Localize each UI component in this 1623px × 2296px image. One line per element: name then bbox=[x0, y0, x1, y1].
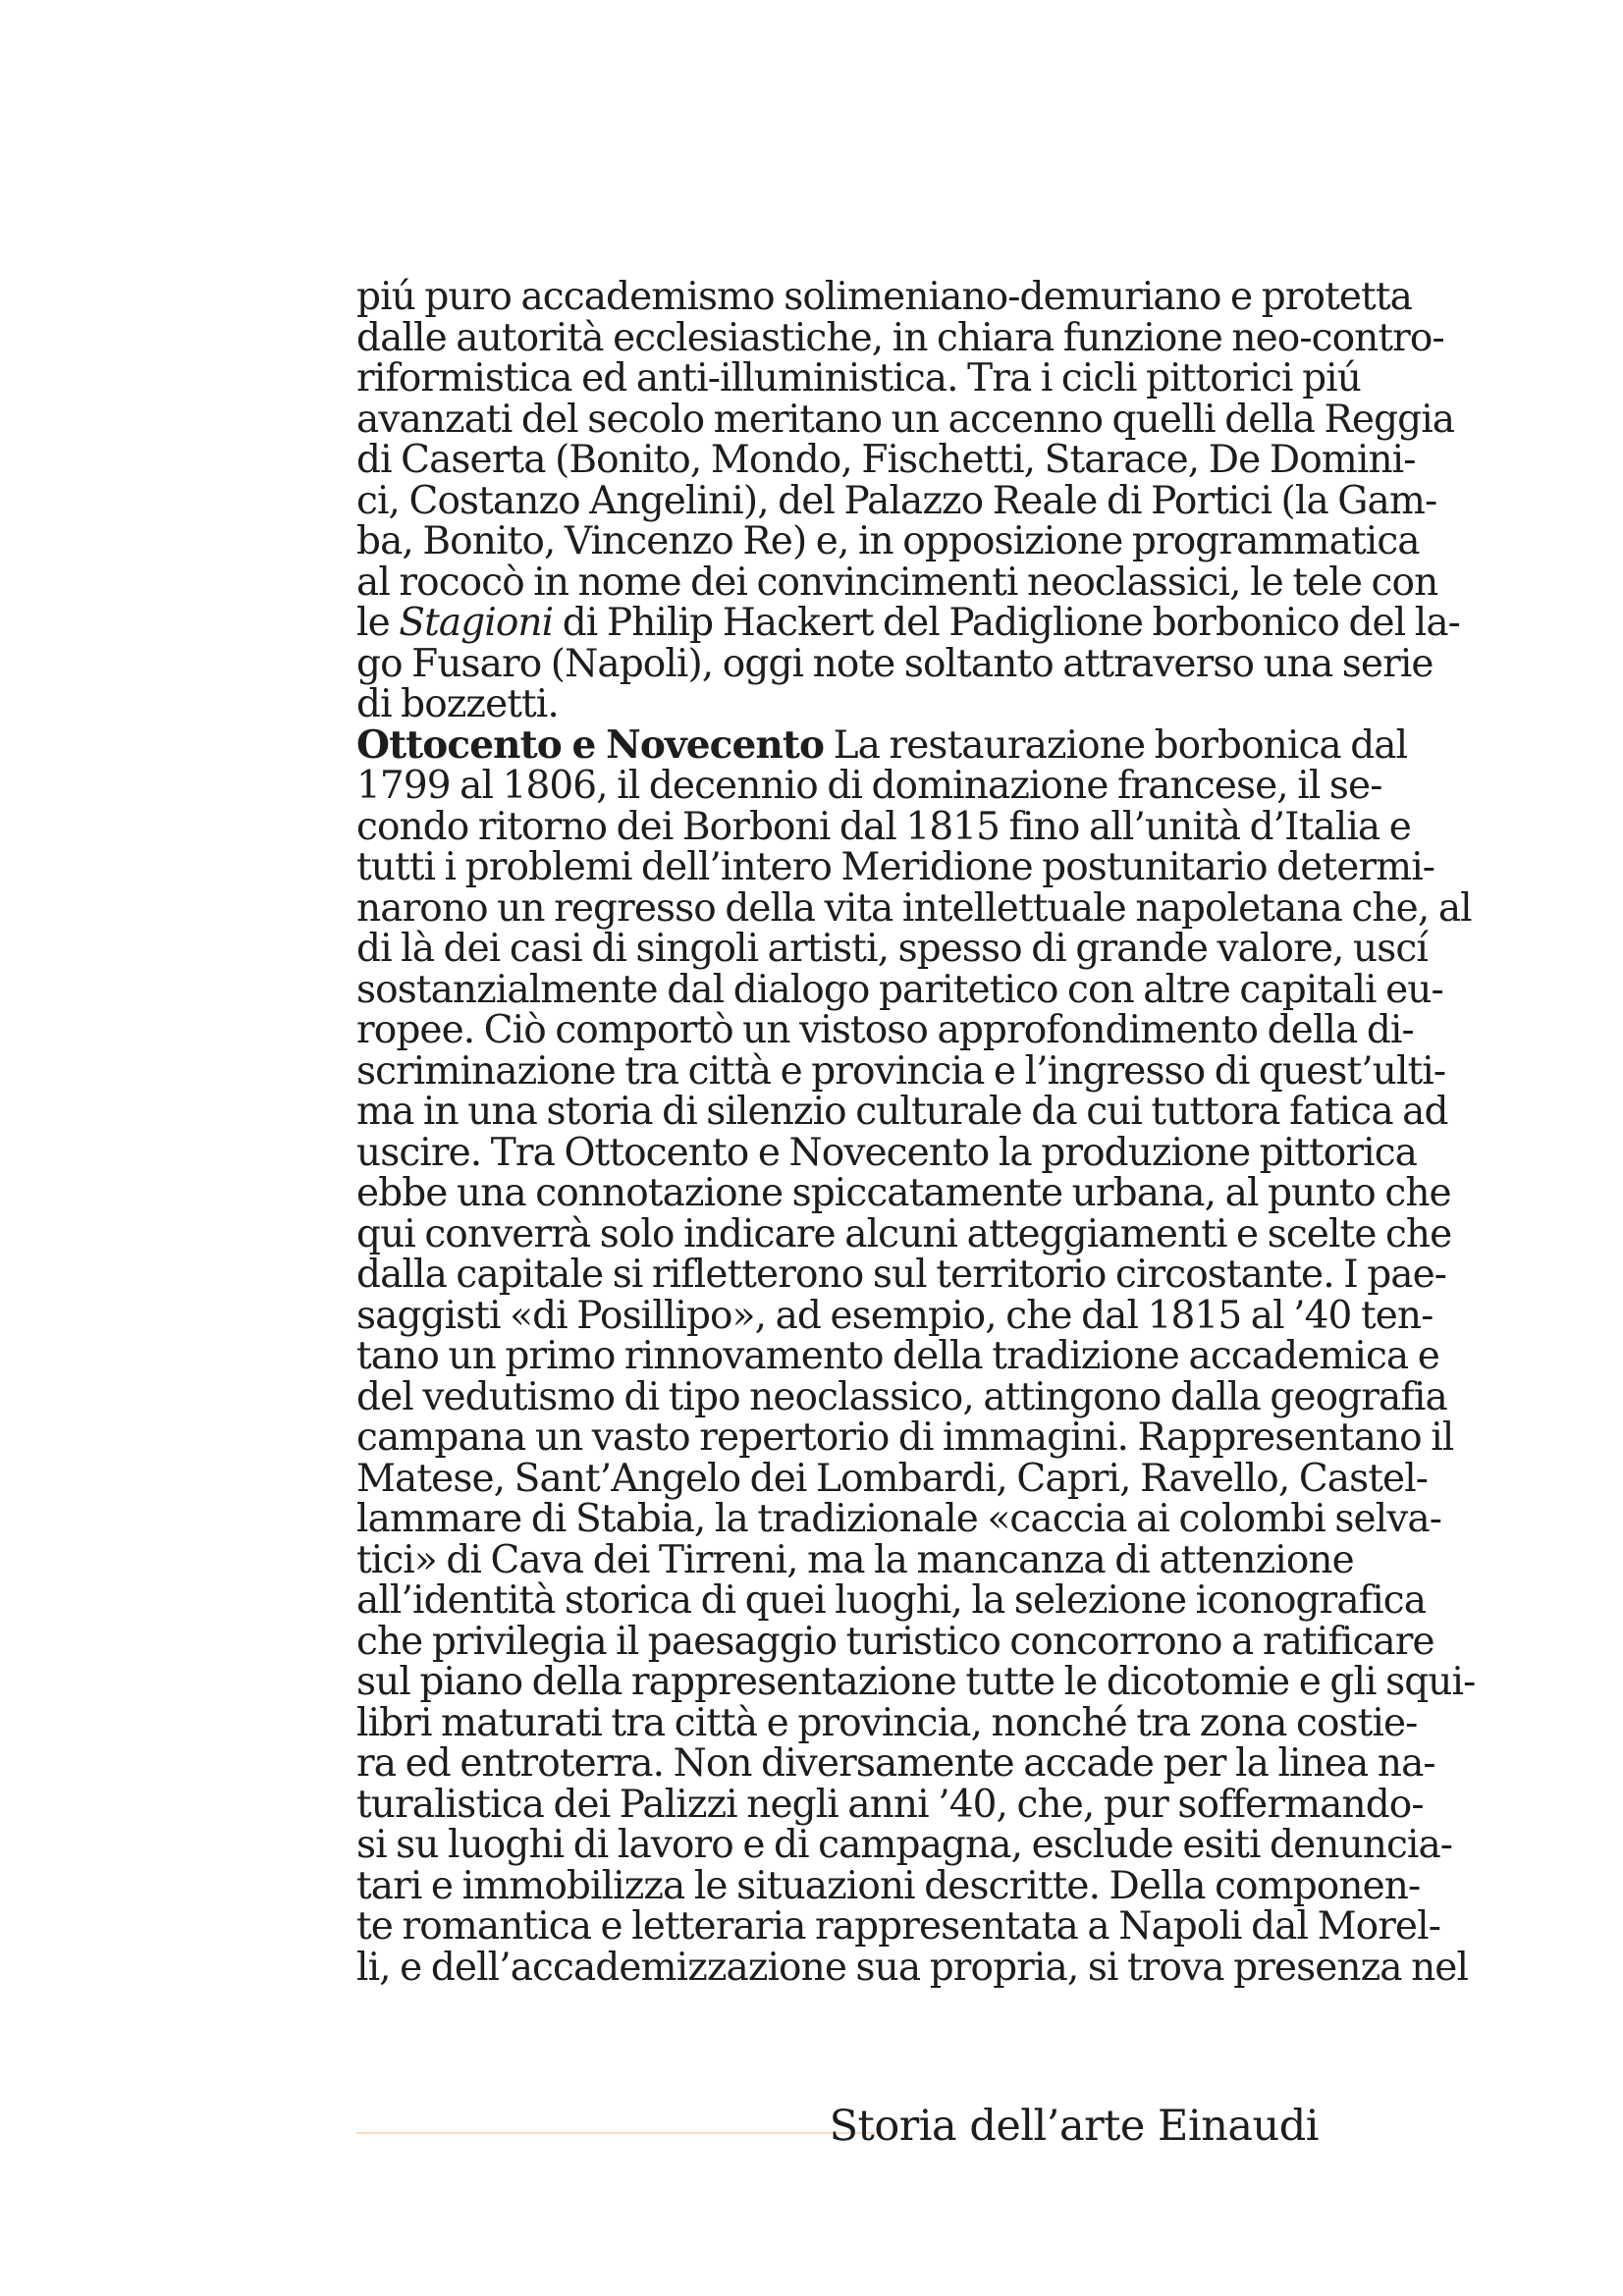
text-segment: La restaurazione borbonica dal bbox=[824, 722, 1408, 768]
text-line: di là dei casi di singoli artisti, spesso di grande valore, uscí bbox=[356, 927, 1428, 971]
text-line: ba, Bonito, Vincenzo Re) e, in opposizione programmatica bbox=[356, 519, 1420, 563]
text-line: riformistica ed anti-illuministica. Tra i cicli pittorici piú bbox=[356, 356, 1361, 400]
text-line: ci, Costanzo Angelini), del Palazzo Reale di Portici (la Gam- bbox=[356, 478, 1437, 523]
text-segment: le bbox=[356, 601, 400, 645]
text-line: piú puro accademismo solimeniano-demuriano e protetta bbox=[356, 275, 1412, 319]
text-line: condo ritorno dei Borboni dal 1815 fino all’unità d’Italia e bbox=[356, 804, 1411, 849]
text-line: lammare di Stabia, la tradizionale «caccia ai colombi selva- bbox=[356, 1497, 1441, 1541]
text-line bbox=[356, 721, 1408, 768]
text-line: te romantica e letteraria rappresentata a Napoli dal Morel- bbox=[356, 1904, 1440, 1949]
text-line: tutti i problemi dell’intero Meridione postunitario determi- bbox=[356, 845, 1435, 889]
text-line: avanzati del secolo meritano un accenno quelli della Reggia bbox=[356, 397, 1455, 442]
text-line: saggisti «di Posillipo», ad esempio, che dal 1815 al ’40 ten- bbox=[356, 1293, 1434, 1338]
footer-publication-title: Storia dell’arte Einaudi bbox=[829, 2102, 1319, 2151]
text-line: narono un regresso della vita intellettuale napoletana che, al bbox=[356, 885, 1472, 931]
text-line: ra ed entroterra. Non diversamente accade per la linea na- bbox=[356, 1741, 1435, 1786]
text-line: del vedutismo di tipo neoclassico, attingono dalla geografia bbox=[356, 1374, 1447, 1419]
section-heading: Ottocento e Novecento bbox=[356, 721, 825, 768]
text-line: di bozzetti. bbox=[356, 682, 559, 726]
text-line: ma in una storia di silenzio culturale da cui tuttora fatica ad bbox=[356, 1090, 1448, 1134]
text-line: che privilegia il paesaggio turistico concorrono a ratificare bbox=[356, 1619, 1434, 1664]
text-line: all’identità storica di quei luoghi, la selezione iconografica bbox=[356, 1578, 1427, 1623]
text-line: dalle autorità ecclesiastiche, in chiara funzione neo-contro- bbox=[356, 315, 1444, 360]
text-line: si su luoghi di lavoro e di campagna, esclude esiti denuncia- bbox=[356, 1823, 1453, 1867]
text-line: go Fusaro (Napoli), oggi note soltanto attraverso una serie bbox=[356, 641, 1434, 686]
italic-title-stagioni: Stagioni bbox=[399, 601, 554, 645]
text-line: tari e immobilizza le situazioni descritte. Della componen- bbox=[356, 1863, 1421, 1908]
text-line: al rococò in nome dei convincimenti neoclassici, le tele con bbox=[356, 560, 1438, 605]
text-line: tano un primo rinnovamento della tradizione accademica e bbox=[356, 1334, 1439, 1378]
text-line: di Caserta (Bonito, Mondo, Fischetti, Starace, De Domini- bbox=[356, 438, 1416, 482]
text-line: tici» di Cava dei Tirreni, ma la mancanza di attenzione bbox=[356, 1537, 1354, 1582]
text-line: turalistica dei Palizzi negli anni ’40, che, pur soffermando- bbox=[356, 1782, 1424, 1827]
text-line: 1799 al 1806, il decennio di dominazione francese, il se- bbox=[356, 764, 1382, 808]
body-text bbox=[356, 275, 1476, 1990]
text-line: qui converrà solo indicare alcuni atteggiamenti e scelte che bbox=[356, 1211, 1452, 1256]
text-line: ebbe una connotazione spiccatamente urbana, al punto che bbox=[356, 1171, 1451, 1215]
text-line: libri maturati tra città e provincia, nonché tra zona costie- bbox=[356, 1700, 1418, 1745]
text-line: li, e dell’accademizzazione sua propria, si trova presenza nel bbox=[356, 1945, 1469, 1990]
text-line: scriminazione tra città e provincia e l’ingresso di quest’ulti- bbox=[356, 1048, 1446, 1094]
text-segment: di Philip Hackert del Padiglione borbonico del la- bbox=[553, 601, 1460, 645]
text-line: sostanzialmente dal dialogo paritetico con altre capitali eu- bbox=[356, 967, 1443, 1012]
text-line: sul piano della rappresentazione tutte le dicotomie e gli squi- bbox=[356, 1660, 1476, 1704]
text-line: campana un vasto repertorio di immagini. Rappresentano il bbox=[356, 1415, 1454, 1460]
text-line: dalla capitale si rifletterono sul territorio circostante. I pae- bbox=[356, 1253, 1447, 1297]
footer-divider bbox=[356, 2132, 875, 2134]
text-line bbox=[356, 601, 1460, 645]
text-line: uscire. Tra Ottocento e Novecento la produzione pittorica bbox=[356, 1130, 1418, 1175]
text-line: ropee. Ciò comportò un vistoso approfondimento della di- bbox=[356, 1008, 1414, 1052]
text-line: Matese, Sant’Angelo dei Lombardi, Capri, Ravello, Castel- bbox=[356, 1456, 1429, 1501]
